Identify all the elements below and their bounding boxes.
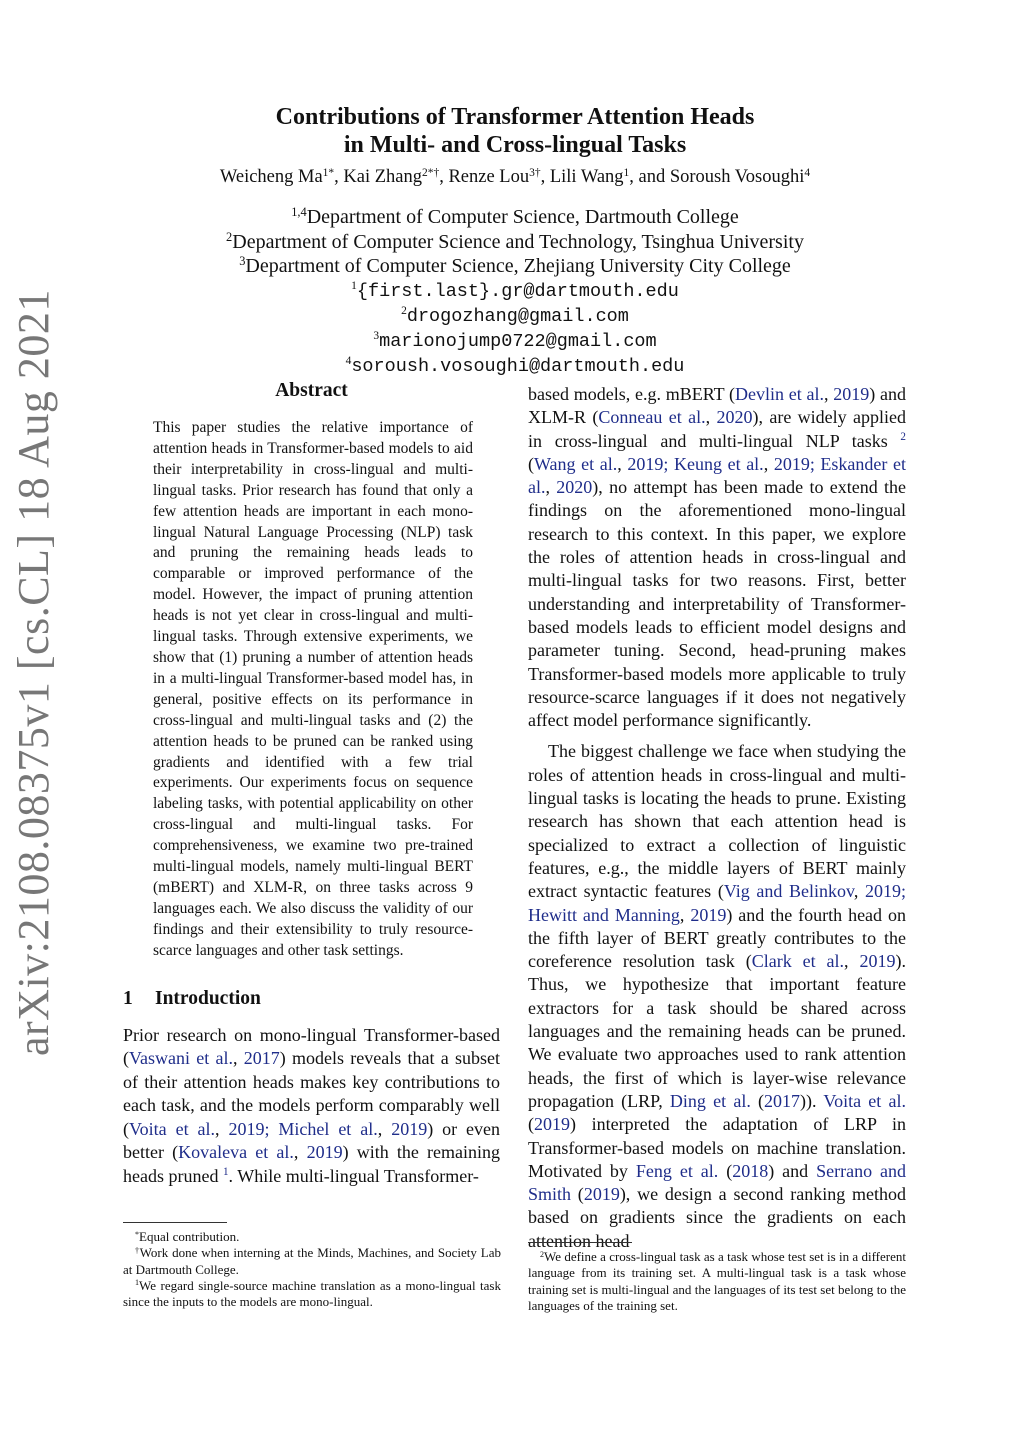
citation-link[interactable]: Clark et al. xyxy=(751,951,845,972)
citation-link[interactable]: 2019 xyxy=(583,1184,620,1205)
affiliation: $^{1,4}$Department of Computer Science, Dartmouth College xyxy=(291,205,739,228)
citation-link[interactable]: Kovaleva et al. xyxy=(178,1142,294,1163)
citation-link[interactable]: 2019 xyxy=(859,951,896,972)
paper-header xyxy=(110,103,920,379)
citation-link[interactable]: Vaswani et al. xyxy=(129,1048,233,1069)
citation-link[interactable]: 2019 xyxy=(534,1114,570,1135)
text-run: , xyxy=(844,951,860,972)
text-run: ), are widely applied in cross-lingual and multi-lingual NLP tasks xyxy=(528,407,907,451)
author: Weicheng $Ma^{1*}$ xyxy=(219,166,335,187)
right-column xyxy=(528,383,906,1253)
citation-link[interactable]: 2019 xyxy=(306,1142,343,1163)
arxiv-identifier-stamp: arXiv:2108.08375v1 [cs.CL] 18 Aug 2021 xyxy=(9,289,58,1056)
text-run: ) and XLM-R ( xyxy=(528,384,906,428)
citation-link[interactable]: Ding et al. xyxy=(669,1090,751,1111)
text-run: ), no attempt has been made to extend the findings on the aforementioned mono-lingual research to this context. In this paper, we explore the roles of attention heads in cross-lingual and multi-lingual tasks for two reasons. First, better understanding and interpretability of Transformer-based models leads to efficient model designs and parameter tuning. Second, head-pruning makes Transformer-based models more applicable to truly resource-scarce languages if it does not negatively affect model performance significantly. xyxy=(528,477,907,731)
text-run: , xyxy=(215,1118,229,1139)
citation-link[interactable]: 2019; Keung et al. xyxy=(627,453,764,474)
text-run: , xyxy=(545,477,557,498)
left-column xyxy=(123,380,500,1188)
text-run: ), we design a second ranking method based on gradients since the gradients on each attention head xyxy=(528,1184,906,1251)
footnote: *Equal contribution. xyxy=(135,1229,240,1244)
text-run: ( xyxy=(750,1090,765,1111)
citation-link[interactable]: 2018 xyxy=(732,1160,769,1181)
text-run: , xyxy=(293,1142,307,1163)
text-run: ( xyxy=(718,1160,733,1181)
text-run: ) with the remaining heads pruned xyxy=(123,1142,501,1186)
text-run: Prior research on mono-lingual Transformer-based ( xyxy=(123,1024,500,1069)
citation-link[interactable]: 2020 xyxy=(716,407,753,428)
text-run: ) and the fourth head on the fifth layer of BERT greatly contributes to the coreference resolution task ( xyxy=(528,904,906,972)
abstract-heading: Abstract xyxy=(275,380,348,401)
paper-title-line-1: Contributions of Transformer Attention Heads xyxy=(275,104,755,130)
citation-link[interactable]: 2019 xyxy=(690,904,727,925)
text-run: , xyxy=(705,407,717,428)
body-paragraph xyxy=(528,383,906,732)
citation-link[interactable]: 2020 xyxy=(556,477,593,498)
email-address[interactable]: $^2$drogozhang@gmail.com xyxy=(401,305,629,327)
abstract-text: This paper studies the relative importance of attention heads in Transformer-based models to aid their interpretability in cross-lingual and multi-lingual tasks. Prior research has found that only a few attention heads are important in each mono-lingual Natural Language Processing (NLP) task and pruning the remaining heads leads to comparable or improved performance of the model. However, the impact of pruning attention heads is not yet clear in cross-lingual and multi-lingual tasks. Through extensive experiments, we show that (1) pruning a number of attention heads in a multi-lingual Transformer-based model has, in general, positive effects on its performance in cross-lingual and multi-lingual tasks and (2) the attention heads to be pruned can be ranked using gradients and identified with a few trial experiments. Our experiments focus on sequence labeling tasks, with potential applicability on other cross-lingual and multi-lingual tasks. For comprehensiveness, we examine two pre-trained multi-lingual models, namely multi-lingual BERT (mBERT) and XLM-R, on three tasks across 9 languages each. We also discuss the validity of our findings and their extensibility to truly resource-scarce languages and other task settings. xyxy=(153,419,473,959)
text-run: ). Thus, we hypothesize that important feature extractors for a task should be shared across languages and the remaining heads can be pruned. We evaluate two approaches used to rank attention heads, the first of which is layer-wise relevance propagation (LRP, xyxy=(528,951,906,1111)
text-run: ) or even better ( xyxy=(123,1118,501,1163)
text-run: , xyxy=(824,384,834,404)
email-address[interactable]: $^4$soroush.vosoughi@dartmouth.edu xyxy=(345,355,685,377)
text-run: , xyxy=(377,1118,392,1139)
affiliation: $^3$Department of Computer Science, Zhejiang University City College xyxy=(239,254,791,277)
author: Renze Lou$^{3\dagger}$ xyxy=(448,166,541,187)
text-run: ) interpreted the adaptation of LRP in Transformer-based models on machine translation. Motivated by xyxy=(528,1114,906,1181)
footnote: †Work done when interning at the Minds, Machines, and Society Lab at Dartmouth College. xyxy=(123,1245,501,1277)
citation-link[interactable]: Vig and Belinkov xyxy=(723,881,854,902)
section-heading-introduction: 1 Introduction xyxy=(123,987,261,1009)
citation-link[interactable]: Devlin et al. xyxy=(735,384,825,404)
affiliation: $^2$Department of Computer Science and Technology, Tsinghua University xyxy=(226,229,804,253)
citation-link[interactable]: 2019 xyxy=(833,384,870,404)
citation-link[interactable]: 2019; Hewitt and Manning xyxy=(528,881,906,925)
body-paragraph xyxy=(528,740,906,1253)
citation-link[interactable]: Feng et al. xyxy=(635,1160,719,1181)
affiliations xyxy=(110,205,920,379)
footnote-rule xyxy=(528,1242,632,1243)
text-run: based models, e.g. mBERT ( xyxy=(528,384,736,404)
paper-title-line-2: in Multi- and Cross-lingual Tasks xyxy=(343,132,687,158)
footnote: $^1$We regard single-source machine translation as a mono-lingual task since the inputs to the models are mono-lingual. xyxy=(123,1277,501,1310)
citation-link[interactable]: 2017 xyxy=(764,1090,801,1111)
citation-link[interactable]: 2019; Eskander et al. xyxy=(528,453,907,498)
citation-link[interactable]: Voita et al. xyxy=(129,1118,216,1139)
right-footnotes xyxy=(528,1242,906,1314)
text-run: ) models reveals that a subset of their attention heads makes key contributions to each task, and the models perform comparably well ( xyxy=(123,1048,501,1139)
text-run: ( xyxy=(571,1184,584,1205)
left-footnotes xyxy=(123,1222,501,1310)
citation-link[interactable]: 2019 xyxy=(391,1118,428,1139)
text-run: ( xyxy=(528,1114,534,1135)
text-run: )). xyxy=(800,1090,824,1111)
intro-paragraph xyxy=(123,1024,500,1189)
email-address[interactable]: $^1${first.last}.gr@dartmouth.edu xyxy=(351,280,679,302)
citation-link[interactable]: 2017 xyxy=(243,1048,280,1069)
citation-link[interactable]: Serrano and Smith xyxy=(528,1160,907,1205)
text-run: , xyxy=(679,904,691,925)
footnote-marker[interactable]: 1 xyxy=(222,1166,229,1179)
author: Kai Zhang$^{2*\dagger}$ xyxy=(343,166,440,187)
text-run: , xyxy=(233,1048,244,1069)
author-list: Weicheng $Ma^{1*}$, Kai Zhang$^{2*\dagger}$, Renze Lou$^{3\dagger}$, Lili Wang$^1$, and Soroush Vosoughi$^4$ xyxy=(219,166,811,187)
footnote-marker[interactable]: 2 xyxy=(900,431,906,444)
text-run: ( xyxy=(528,453,534,474)
text-run: , xyxy=(617,453,628,474)
text-run: The biggest challenge we face when studying the roles of attention heads in cross-lingual and multi-lingual tasks is locating the heads to prune. Existing research has shown that each attention head is specialized to extract a collection of linguistic features, e.g., the middle layers of BERT mainly extract syntactic features ( xyxy=(528,741,906,902)
author: Lili Wang$^1$ xyxy=(549,166,630,187)
text-run: ) and xyxy=(768,1160,817,1181)
footnote-rule xyxy=(123,1222,227,1223)
author: Soroush Vosoughi$^4$ xyxy=(669,166,811,187)
citation-link[interactable]: 2019; Michel et al. xyxy=(228,1118,378,1139)
text-run: , xyxy=(853,881,865,902)
text-run: . While multi-lingual Transformer- xyxy=(228,1165,479,1186)
footnote: $^2$We define a cross-lingual task as a task whose test set is in a different language from its training set. A multi-lingual task is a task whose training set is multi-lingual and the languages of its test set belong to the languages of the training set. xyxy=(528,1249,906,1313)
text-run: , xyxy=(763,453,774,474)
email-address[interactable]: $^3$marionojump0722@gmail.com xyxy=(373,330,657,352)
citation-link[interactable]: Conneau et al. xyxy=(598,407,706,428)
citation-link[interactable]: Voita et al. xyxy=(823,1090,906,1111)
citation-link[interactable]: Wang et al. xyxy=(534,453,618,474)
